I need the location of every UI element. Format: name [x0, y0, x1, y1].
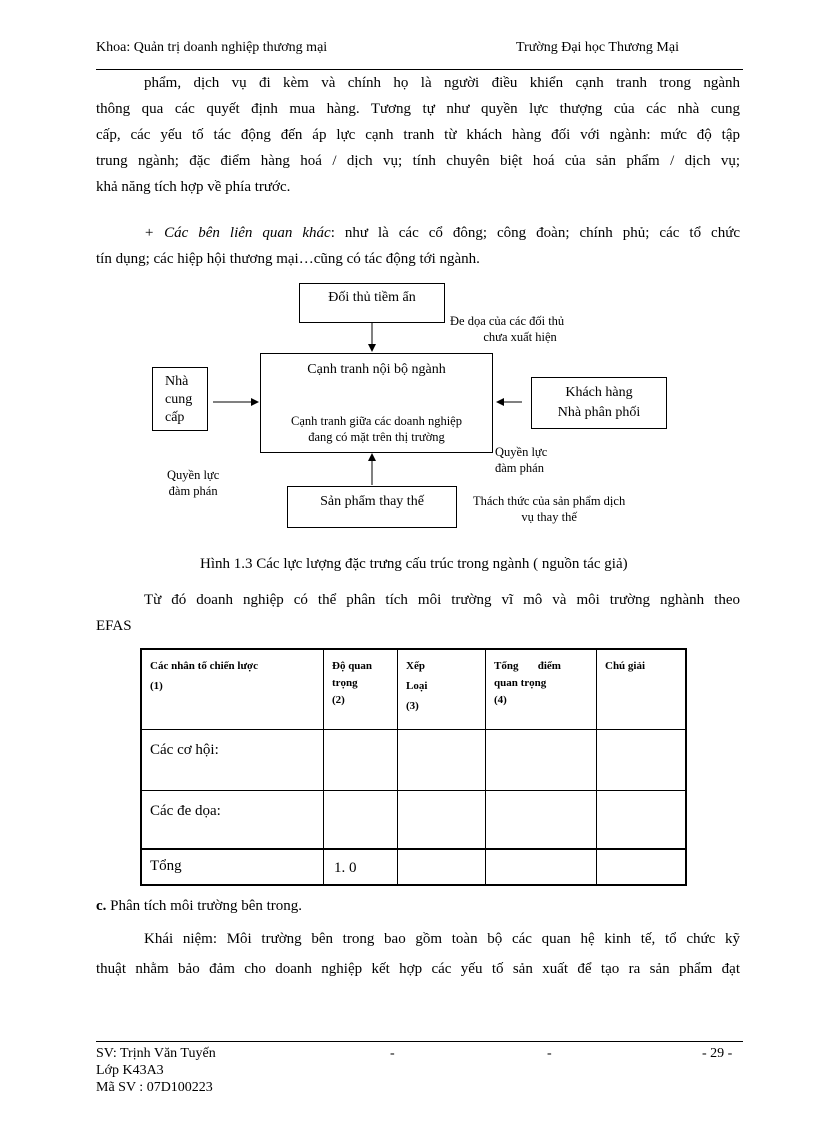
- header-faculty: Khoa: Quản trị doanh nghiệp thương mại: [96, 40, 328, 55]
- footer-student-id: Mã SV : 07D100223: [96, 1080, 213, 1095]
- row-total-label: Tổng: [141, 849, 324, 885]
- header-rating: [398, 649, 486, 729]
- header-notes-line-1: Chú giải: [605, 660, 646, 672]
- header-factors: [141, 649, 324, 729]
- header-factors-line-2: (1): [150, 680, 163, 692]
- paragraph-stakeholders: [96, 220, 740, 272]
- footer-block: [96, 1045, 216, 1096]
- header-score-line-2: quan trọng: [494, 677, 547, 689]
- rivalry-desc-line-1: Cạnh tranh giữa các doanh nghiệp: [291, 414, 462, 428]
- section-c-letter: c.: [96, 898, 107, 914]
- header-university: Trường Đại học Thương Mại: [516, 40, 679, 55]
- header-score-line-1: Tổng điểm: [494, 660, 561, 672]
- note-entrants-line-2: chưa xuất hiện: [483, 330, 557, 344]
- figure-caption: Hình 1.3 Các lực lượng đặc trưng cấu trúc trong ngành ( nguồn tác giả): [200, 556, 628, 572]
- table-cell: [597, 849, 687, 885]
- footer-dash-2: -: [547, 1046, 552, 1061]
- p1-line-5: khả năng tích hợp về phía trước.: [96, 179, 291, 195]
- rivalry-title: Cạnh tranh nội bộ ngành: [307, 362, 446, 377]
- buyers-power-line-2: đàm phán: [495, 461, 544, 475]
- footer-class: Lớp K43A3: [96, 1063, 164, 1078]
- suppliers-line-2: cung: [165, 392, 193, 407]
- suppliers-power-line-2: đàm phán: [168, 484, 218, 498]
- paragraph-customers: [96, 70, 740, 200]
- row-threats-label: Các đe dọa:: [141, 790, 324, 849]
- footer-rule: [96, 1041, 743, 1042]
- section-c-heading: [96, 898, 302, 915]
- table-cell: [597, 729, 687, 790]
- note-buyers-power: [495, 444, 547, 476]
- p1-line-3: cấp, các yếu tố tác động đến áp lực cạnh tranh từ khách hàng đối với ngành: mức độ tập: [96, 127, 740, 143]
- footer-page-number: - 29 -: [702, 1046, 733, 1061]
- header-weight-line-2: trọng: [332, 677, 358, 689]
- box-industry-rivalry: [260, 353, 493, 453]
- buyers-line-1: Khách hàng: [565, 385, 633, 400]
- box-buyers: [531, 377, 667, 429]
- p2-rest: : như là các cổ đông; công đoàn; chính phủ; các tổ chức: [330, 225, 740, 241]
- section-c-title: Phân tích môi trường bên trong.: [106, 898, 303, 914]
- table-row: [141, 849, 686, 885]
- header-weight-line-3: (2): [332, 694, 345, 706]
- concept-line-1: Khái niệm: Môi trường bên trong bao gồm toàn bộ các quan hệ kinh tế, tổ chức kỹ: [144, 931, 740, 947]
- p2-line-1: [96, 220, 740, 246]
- table-cell: [486, 849, 597, 885]
- row-total-weight: 1. 0: [324, 849, 398, 885]
- note-entrants: [450, 313, 564, 345]
- header-rating-line-2: Loại: [406, 680, 428, 692]
- p1-line-4: trung ngành; đặc điểm hàng hoá / dịch vụ; tính chuyên biệt hoá của sản phẩm / dịch vụ;: [96, 153, 740, 169]
- header-weighted-score: [486, 649, 597, 729]
- substitutes-note-line-1: Thách thức của sản phẩm dịch: [473, 494, 626, 508]
- rivalry-desc-line-2: đang có mặt trên thị trường: [308, 430, 445, 444]
- table-cell: [398, 729, 486, 790]
- note-substitutes: [473, 493, 625, 525]
- buyers-line-2: Nhà phân phối: [557, 405, 641, 420]
- box-potential-entrants: Đối thủ tiềm ẩn: [299, 283, 445, 323]
- efas-intro-line-1: Từ đó doanh nghiệp có thể phân tích môi trường vĩ mô và môi trường nghành theo: [144, 592, 740, 608]
- suppliers-power-line-1: Quyền lực: [167, 468, 220, 482]
- efas-table: [140, 648, 687, 886]
- header-factors-line-1: Các nhân tố chiến lược: [150, 660, 259, 672]
- header-score-line-3: (4): [494, 694, 507, 706]
- box-substitutes: Sản phẩm thay thế: [287, 486, 457, 528]
- note-entrants-line-1: Đe dọa của các đối thủ: [450, 314, 565, 328]
- footer-student: SV: Trịnh Văn Tuyến: [96, 1046, 216, 1061]
- table-cell: [324, 729, 398, 790]
- concept-paragraph: [96, 924, 740, 984]
- table-cell: [597, 790, 687, 849]
- substitutes-note-line-2: vụ thay thế: [521, 510, 577, 524]
- header-rating-line-3: (3): [406, 700, 419, 712]
- p2-italic: + Các bên liên quan khác: [144, 225, 331, 241]
- efas-intro: [96, 587, 740, 639]
- p1-line-1: phẩm, dịch vụ đi kèm và chính họ là người điều khiển cạnh tranh trong ngành: [144, 75, 740, 91]
- table-cell: [486, 729, 597, 790]
- suppliers-line-3: cấp: [165, 410, 185, 425]
- table-cell: [486, 790, 597, 849]
- table-cell: [398, 790, 486, 849]
- footer-dash-1: -: [390, 1046, 395, 1061]
- p2-line-2: tín dụng; các hiệp hội thương mại…cũng có tác động tới ngành.: [96, 251, 480, 267]
- header-rating-line-1: Xếp: [406, 660, 425, 672]
- table-cell: [324, 790, 398, 849]
- header-notes: [597, 649, 687, 729]
- table-cell: [398, 849, 486, 885]
- concept-line-2: thuật nhằm bảo đảm cho doanh nghiệp kết hợp các yếu tố sản xuất để tạo ra sản phẩm đạt: [96, 961, 740, 977]
- p1-line-2: thông qua các quyết định mua hàng. Tương tự như quyền lực thượng của các nhà cung: [96, 101, 740, 117]
- table-row: [141, 790, 686, 849]
- suppliers-line-1: Nhà: [165, 374, 189, 389]
- efas-intro-line-2: EFAS: [96, 618, 132, 634]
- buyers-power-line-1: Quyền lực: [495, 445, 548, 459]
- row-opportunities-label: Các cơ hội:: [141, 729, 324, 790]
- rivalry-curved-arrow-icon: [338, 368, 434, 407]
- table-header-row: [141, 649, 686, 729]
- header-weight-line-1: Độ quan: [332, 660, 373, 672]
- rivalry-description: [261, 413, 492, 445]
- note-suppliers-power: [167, 467, 219, 499]
- header-weight: [324, 649, 398, 729]
- box-suppliers: [152, 367, 208, 431]
- table-row: [141, 729, 686, 790]
